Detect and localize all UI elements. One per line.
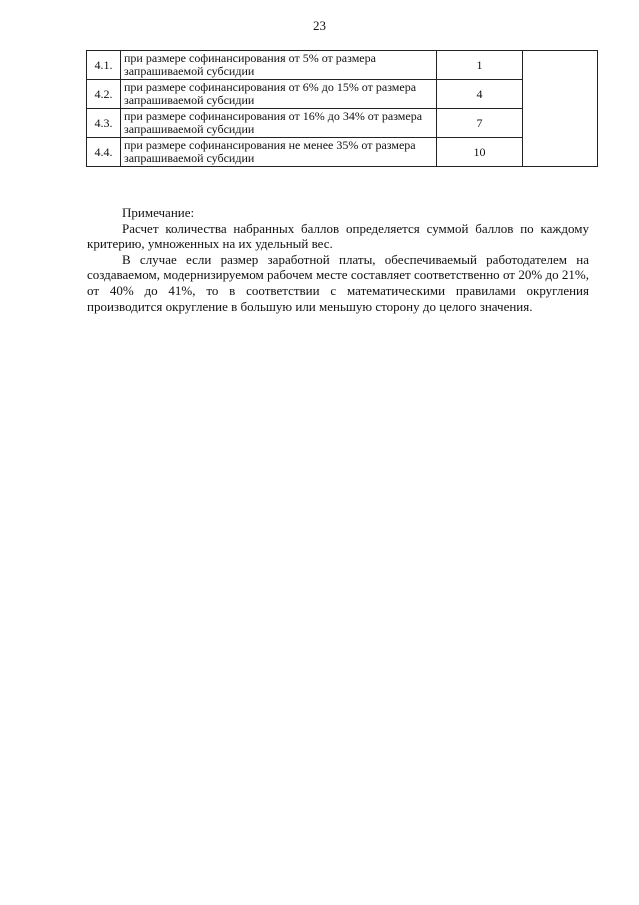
row-number: 4.2.: [87, 80, 121, 109]
row-number: 4.4.: [87, 138, 121, 167]
weight-cell: [523, 51, 598, 167]
table-row: [87, 80, 598, 109]
table-row: [87, 109, 598, 138]
page-number: 23: [313, 18, 326, 33]
notes-section: [87, 205, 589, 314]
row-criterion-text: при размере софинансирования от 6% до 15% от размера запрашиваемой субсидии: [121, 80, 437, 109]
criteria-table: [86, 50, 598, 167]
row-score: 4: [437, 80, 523, 109]
row-number: 4.1.: [87, 51, 121, 80]
table-row: [87, 51, 598, 80]
row-score: 10: [437, 138, 523, 167]
notes-heading: Примечание:: [122, 205, 195, 220]
row-score: 1: [437, 51, 523, 80]
notes-paragraph-rounding: В случае если размер заработной платы, обеспечиваемый работодателем на создаваемом, модернизируемом рабочем месте составляет соответственно от 20% до 21%, от 40% до 41%, то в соответствии с математическими правилами округления производится округление в большую или меньшую сторону до целого значения.: [87, 251, 589, 314]
table-row: [87, 138, 598, 167]
row-score: 7: [437, 109, 523, 138]
row-criterion-text: при размере софинансирования не менее 35% от размера запрашиваемой субсидии: [121, 138, 437, 167]
row-number: 4.3.: [87, 109, 121, 138]
notes-paragraph-calculation: Расчет количества набранных баллов определяется суммой баллов по каждому критерию, умноженных на их удельный вес.: [87, 220, 589, 252]
row-criterion-text: при размере софинансирования от 16% до 34% от размера запрашиваемой субсидии: [121, 109, 437, 138]
row-criterion-text: при размере софинансирования от 5% от размера запрашиваемой субсидии: [121, 51, 437, 80]
